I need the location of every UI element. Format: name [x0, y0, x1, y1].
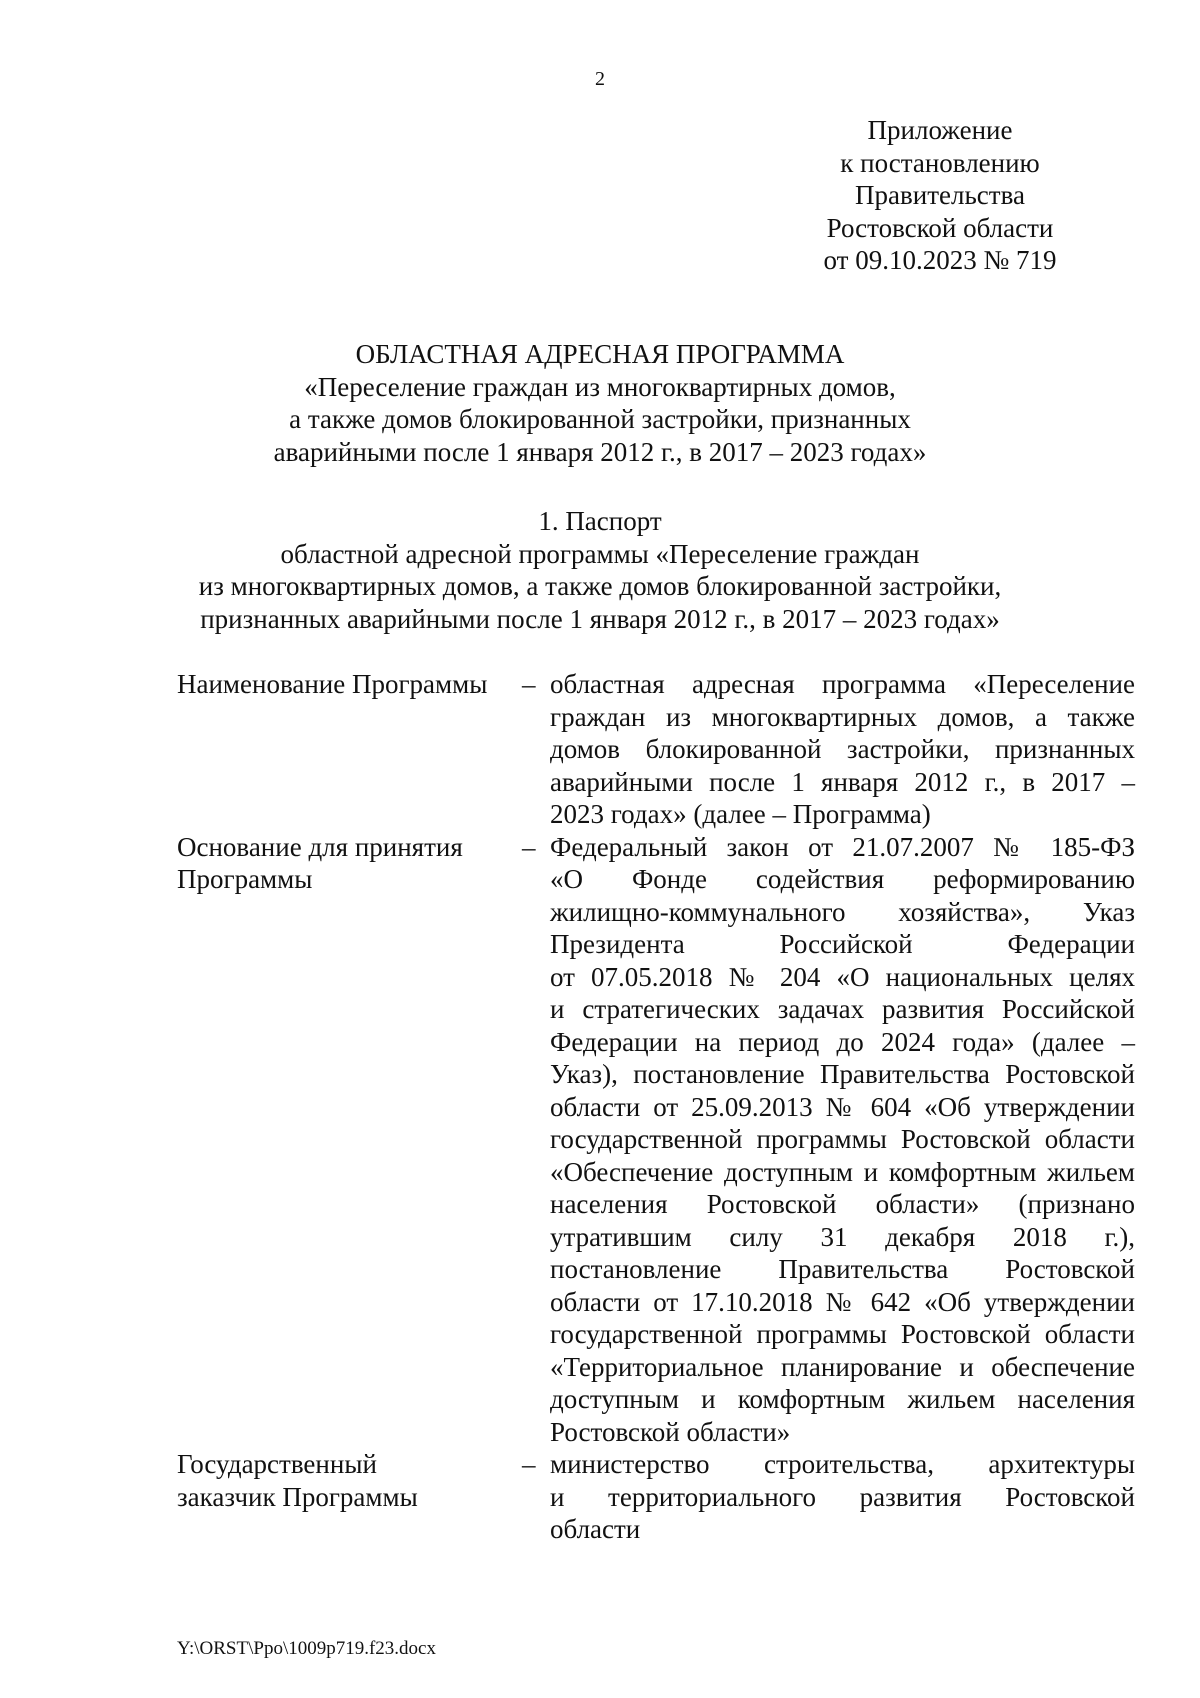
row-value-line: и территориального развития Ростовской: [550, 1481, 1135, 1512]
row-value-line: областная адресная программа «Переселение: [550, 669, 1135, 699]
row-value: [550, 1448, 1135, 1546]
passport-heading-line: из многоквартирных домов, а также домов блокированной застройки,: [198, 571, 1002, 601]
row-label-line: Основание для принятия: [177, 831, 463, 862]
row-value-line: министерство строительства, архитектуры: [550, 1449, 1135, 1479]
row-dash: –: [522, 669, 536, 699]
row-value-line: и стратегических задачах развития Российской: [550, 994, 1135, 1024]
row-value-line: домов блокированной застройки, признанных: [550, 734, 1135, 764]
row-value-line: государственной программы Ростовской области: [550, 1319, 1135, 1349]
passport-row-basis: [177, 831, 1135, 1449]
appendix-line: Ростовской области: [826, 212, 1054, 243]
passport-heading-line: областной адресной программы «Переселение граждан: [280, 538, 920, 569]
row-value-line: постановление Правительства Ростовской: [550, 1254, 1135, 1284]
row-value-line: 2023 годах» (далее – Программа): [550, 799, 931, 829]
row-value-line: «Территориальное планирование и обеспечение: [550, 1351, 1135, 1382]
row-value: [550, 831, 1135, 1449]
row-label: [177, 831, 522, 896]
passport-row-state-customer: [177, 1448, 1135, 1546]
row-value-line: утратившим силу 31 декабря 2018 г.),: [550, 1221, 1135, 1252]
passport-row-program-name: [177, 668, 1135, 831]
row-label-line: Наименование Программы: [177, 669, 488, 699]
row-value-line: Федерации на период до 2024 года» (далее –: [550, 1026, 1135, 1057]
row-value-line: жилищно-коммунального хозяйства», Указ: [550, 896, 1135, 927]
row-value-line: доступным и комфортным жильем населения: [550, 1384, 1135, 1414]
title-line: а также домов блокированной застройки, признанных: [289, 404, 911, 434]
row-label: [177, 668, 522, 701]
row-label-line: Государственный: [177, 1449, 377, 1479]
row-value-line: граждан из многоквартирных домов, а также: [550, 701, 1135, 732]
row-value-line: «О Фонде содействия реформированию: [550, 864, 1135, 894]
row-value-line: Ростовской области»: [550, 1416, 791, 1447]
appendix-reference: [820, 114, 1060, 277]
appendix-line: к постановлению: [840, 147, 1040, 178]
row-value-line: Федеральный закон от 21.07.2007 № 185-ФЗ: [550, 831, 1135, 862]
row-dash: –: [522, 831, 536, 862]
row-value-line: Президента Российской Федерации: [550, 929, 1135, 959]
row-value-line: государственной программы Ростовской области: [550, 1124, 1135, 1154]
row-value-line: аварийными после 1 января 2012 г., в 2017 –: [550, 766, 1135, 797]
title-line: аварийными после 1 января 2012 г., в 2017 – 2023 годах»: [273, 436, 927, 467]
appendix-line: от 09.10.2023 № 719: [823, 245, 1057, 275]
row-value-line: Указ), постановление Правительства Ростовской: [550, 1059, 1135, 1089]
title-line: «Переселение граждан из многоквартирных домов,: [304, 371, 896, 402]
row-value-line: «Обеспечение доступным и комфортным жильем: [550, 1156, 1135, 1187]
row-value-line: области от 17.10.2018 № 642 «Об утверждении: [550, 1286, 1135, 1317]
page-number: 2: [595, 68, 605, 90]
row-value: [550, 668, 1135, 831]
passport-heading-line: признанных аварийными после 1 января 2012 г., в 2017 – 2023 годах»: [200, 603, 1000, 634]
row-value-line: области от 25.09.2013 № 604 «Об утверждении: [550, 1091, 1135, 1122]
title-line: ОБЛАСТНАЯ АДРЕСНАЯ ПРОГРАММА: [355, 339, 845, 369]
row-label: [177, 1448, 522, 1513]
row-dash: –: [522, 1449, 536, 1479]
passport-heading: [0, 505, 1200, 635]
passport-heading-line: 1. Паспорт: [538, 506, 662, 536]
file-path-footer: Y:\ORST\Ppo\1009p719.f23.docx: [177, 1638, 436, 1659]
document-title: [0, 338, 1200, 468]
row-label-line: заказчик Программы: [177, 1481, 418, 1512]
passport-table: [177, 668, 1135, 1546]
appendix-line: Приложение: [867, 115, 1013, 145]
row-value-line: населения Ростовской области» (признано: [550, 1189, 1135, 1219]
row-label-line: Программы: [177, 864, 313, 894]
row-value-line: от 07.05.2018 № 204 «О национальных целях: [550, 961, 1135, 992]
appendix-line: Правительства: [855, 180, 1025, 210]
row-value-line: области: [550, 1514, 641, 1544]
